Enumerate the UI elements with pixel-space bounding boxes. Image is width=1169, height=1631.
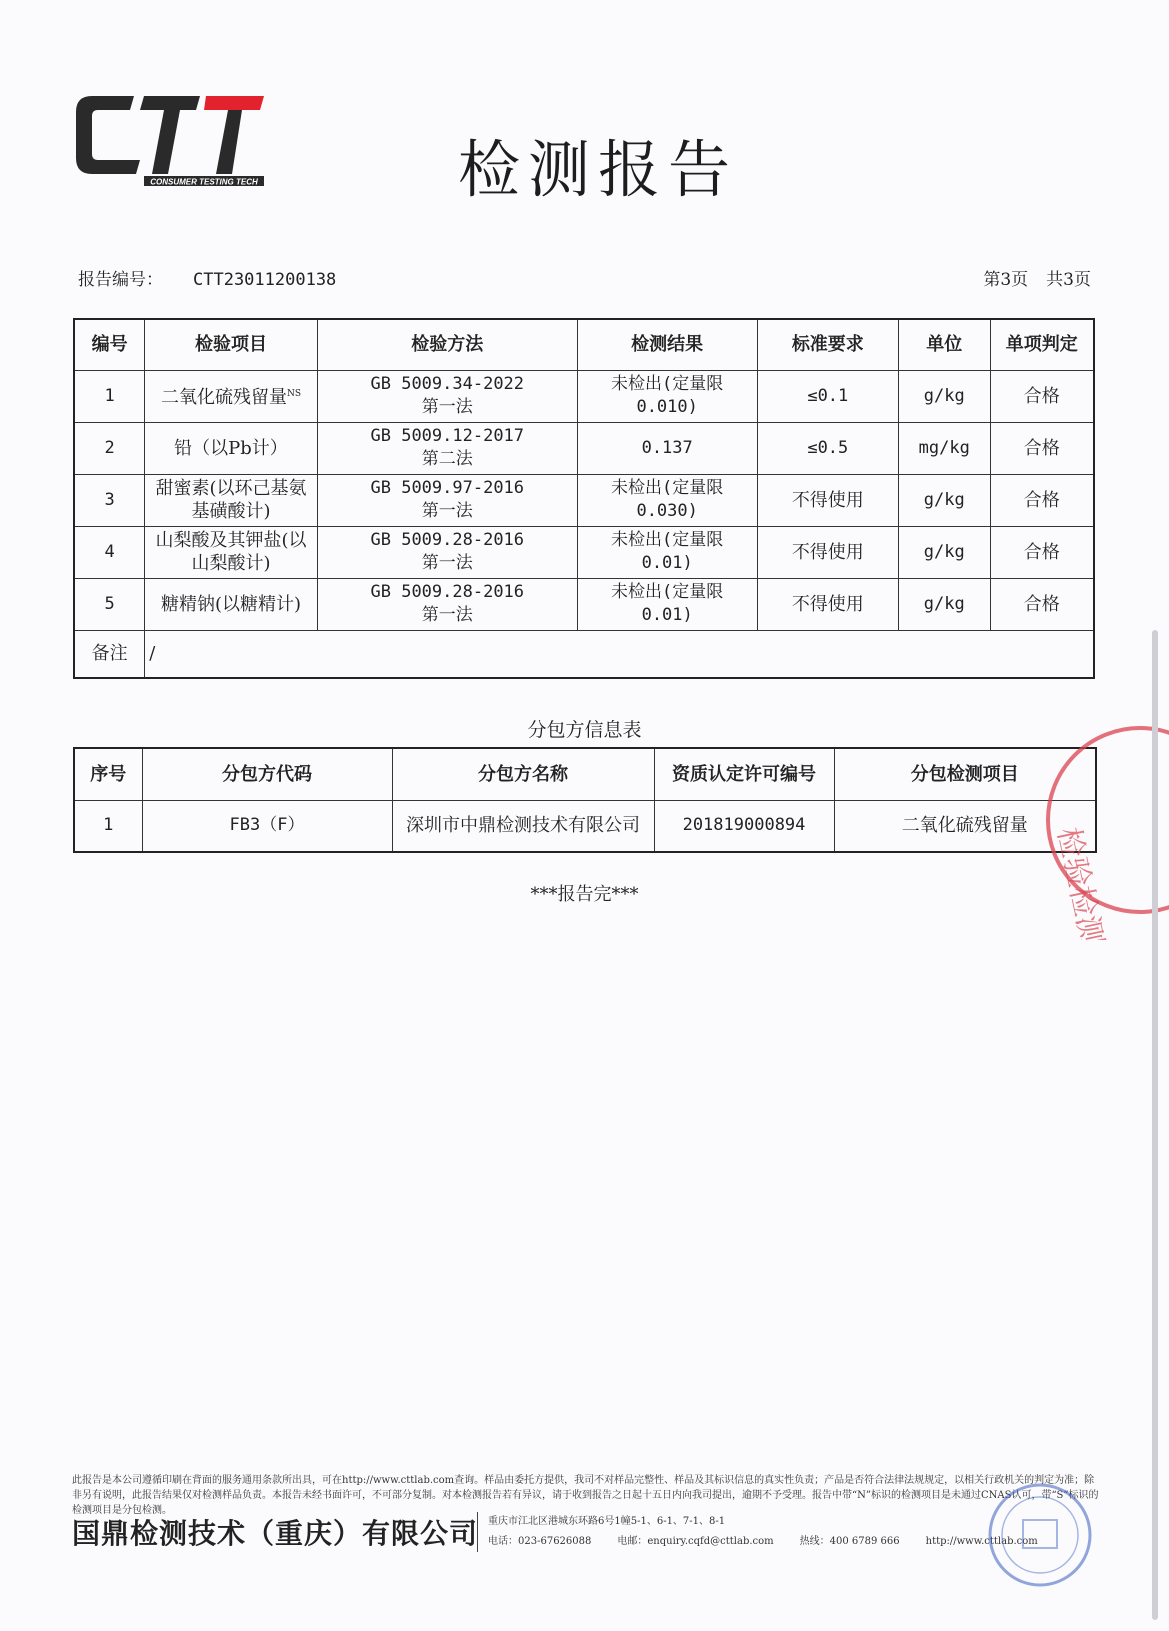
page-indicator [983, 265, 1091, 290]
table-header-row [74, 319, 1094, 370]
svg-text:CONSUMER TESTING TECH: CONSUMER TESTING TECH [150, 177, 258, 187]
col-header-license: 资质认定许可编号 [654, 748, 834, 800]
col-header-no: 编号 [74, 319, 145, 370]
cell-unit: g/kg [899, 578, 990, 630]
stamp-text: 检验检测专用章 [1050, 824, 1129, 940]
col-header-item: 检验项目 [145, 319, 318, 370]
page-current: 第3页 [983, 270, 1029, 290]
cell-result [577, 370, 757, 422]
report-number [78, 265, 336, 290]
table-row [74, 526, 1094, 578]
col-header-name: 分包方名称 [392, 748, 654, 800]
table-row [74, 800, 1096, 852]
disclaimer: 此报告是本公司遵循印刷在背面的服务通用条款所出具，可在http://www.cttlab.com查询。样品由委托方提供，我司不对样品完整性、样品及其标识信息的真实性负责；产品是否符合法律法规规定，以相关行政机关的判定为准；除非另有说明，此报告结果仅对检测样品负责。本报告未经书面许可，不可部分复制。对本检测报告若有异议，请于收到报告之日起十五日内向我司提出，逾期不予受理。报告中带“N”标识的检测项目是未通过CNAS认可，带“S”标识的检测项目是分包检测。 [72, 1475, 1099, 1516]
subcontractor-table [73, 747, 1097, 853]
cell-no: 2 [74, 422, 145, 474]
tel: 电话：023-67626088 [488, 1536, 592, 1547]
cell-result-line2: 0.01) [641, 553, 693, 573]
cell-method-variant: 第一法 [421, 397, 473, 417]
subcontractor-title: 分包方信息表 [527, 719, 642, 741]
cell-verdict: 合格 [990, 474, 1094, 526]
cell-item: 糖精钠(以糖精计) [145, 578, 318, 630]
cell-unit: g/kg [899, 474, 990, 526]
cell-no: 4 [74, 526, 145, 578]
cell-item: 山梨酸及其钾盐(以山梨酸计) [145, 526, 318, 578]
col-header-seq: 序号 [74, 748, 142, 800]
email: 电邮：enquiry.cqfd@cttlab.com [617, 1536, 774, 1547]
cell-verdict: 合格 [990, 578, 1094, 630]
cell-no: 1 [74, 370, 145, 422]
cell-method-standard: GB 5009.97-2016 [370, 478, 525, 498]
cell-result [577, 578, 757, 630]
note-label: 备注 [74, 630, 145, 678]
cell-method [317, 474, 577, 526]
cell-result-line2: 0.010) [636, 397, 698, 417]
col-header-standard: 标准要求 [757, 319, 898, 370]
cell-method-variant: 第一法 [421, 605, 473, 625]
website: http://www.cttlab.com [925, 1536, 1038, 1547]
report-number-value: CTT23011200138 [193, 270, 337, 290]
inspection-stamp [1040, 700, 1169, 940]
cell-standard: 不得使用 [757, 526, 898, 578]
table-row [74, 578, 1094, 630]
cell-standard: ≤0.1 [757, 370, 898, 422]
cell-result-line2: 0.01) [641, 605, 693, 625]
note-value: / [145, 630, 1094, 678]
cell-method [317, 422, 577, 474]
report-end-mark: ***报告完*** [530, 884, 639, 905]
cell-method-standard: GB 5009.12-2017 [370, 426, 525, 446]
results-table [73, 318, 1095, 679]
col-header-verdict: 单项判定 [990, 319, 1094, 370]
page-total: 共3页 [1046, 270, 1091, 290]
cell-result-line1: 未检出(定量限 [611, 582, 724, 602]
cell-unit: mg/kg [899, 422, 990, 474]
col-header-result: 检测结果 [577, 319, 757, 370]
cell-item-text: 二氧化硫残留量 [160, 387, 287, 408]
cell-result-line2: 0.030) [636, 501, 698, 521]
cell-seq: 1 [74, 800, 142, 852]
cell-code: FB3（F） [142, 800, 392, 852]
cell-method-standard: GB 5009.28-2016 [370, 582, 525, 602]
cell-verdict: 合格 [990, 422, 1094, 474]
address: 重庆市江北区港城东环路6号1幢5-1、6-1、7-1、8-1 [488, 1516, 726, 1527]
cell-name: 深圳市中鼎检测技术有限公司 [392, 800, 654, 852]
note-row [74, 630, 1094, 678]
cell-method-standard: GB 5009.28-2016 [370, 530, 525, 550]
cell-standard: 不得使用 [757, 474, 898, 526]
cell-item-sup: NS [286, 389, 302, 399]
col-header-code: 分包方代码 [142, 748, 392, 800]
table-header-row [74, 748, 1096, 800]
col-header-sub-items: 分包检测项目 [834, 748, 1096, 800]
report-title: 检测报告 [458, 133, 739, 206]
report-number-label: 报告编号： [78, 270, 163, 290]
cell-verdict: 合格 [990, 526, 1094, 578]
blue-seal-icon [985, 1480, 1095, 1590]
vertical-scrollbar[interactable] [1152, 630, 1158, 1620]
cell-method-variant: 第一法 [421, 553, 473, 573]
cell-standard: 不得使用 [757, 578, 898, 630]
cell-item [145, 370, 318, 422]
cell-verdict: 合格 [990, 370, 1094, 422]
cell-license: 201819000894 [654, 800, 834, 852]
hotline: 热线：400 6789 666 [799, 1536, 900, 1547]
cell-result-line1: 未检出(定量限 [611, 478, 724, 498]
col-header-method: 检验方法 [317, 319, 577, 370]
cell-standard: ≤0.5 [757, 422, 898, 474]
table-row [74, 370, 1094, 422]
table-row [74, 474, 1094, 526]
ctt-logo [72, 90, 267, 190]
cell-sub-items: 二氧化硫残留量 [834, 800, 1096, 852]
col-header-unit: 单位 [899, 319, 990, 370]
cell-unit: g/kg [899, 370, 990, 422]
cell-result-line1: 未检出(定量限 [611, 530, 724, 550]
cell-method [317, 526, 577, 578]
cell-unit: g/kg [899, 526, 990, 578]
cell-method [317, 578, 577, 630]
cell-method-standard: GB 5009.34-2022 [370, 374, 525, 394]
cell-method [317, 370, 577, 422]
cell-result-line1: 未检出(定量限 [611, 374, 724, 394]
cell-result [577, 526, 757, 578]
cell-item: 铅（以Pb计） [145, 422, 318, 474]
cell-method-variant: 第一法 [421, 501, 473, 521]
cell-item: 甜蜜素(以环己基氨基磺酸计) [145, 474, 318, 526]
cell-no: 5 [74, 578, 145, 630]
cell-result: 0.137 [577, 422, 757, 474]
company-name: 国鼎检测技术（重庆）有限公司 [72, 1517, 479, 1550]
cell-result [577, 474, 757, 526]
table-row [74, 422, 1094, 474]
cell-no: 3 [74, 474, 145, 526]
cell-method-variant: 第二法 [421, 449, 473, 469]
